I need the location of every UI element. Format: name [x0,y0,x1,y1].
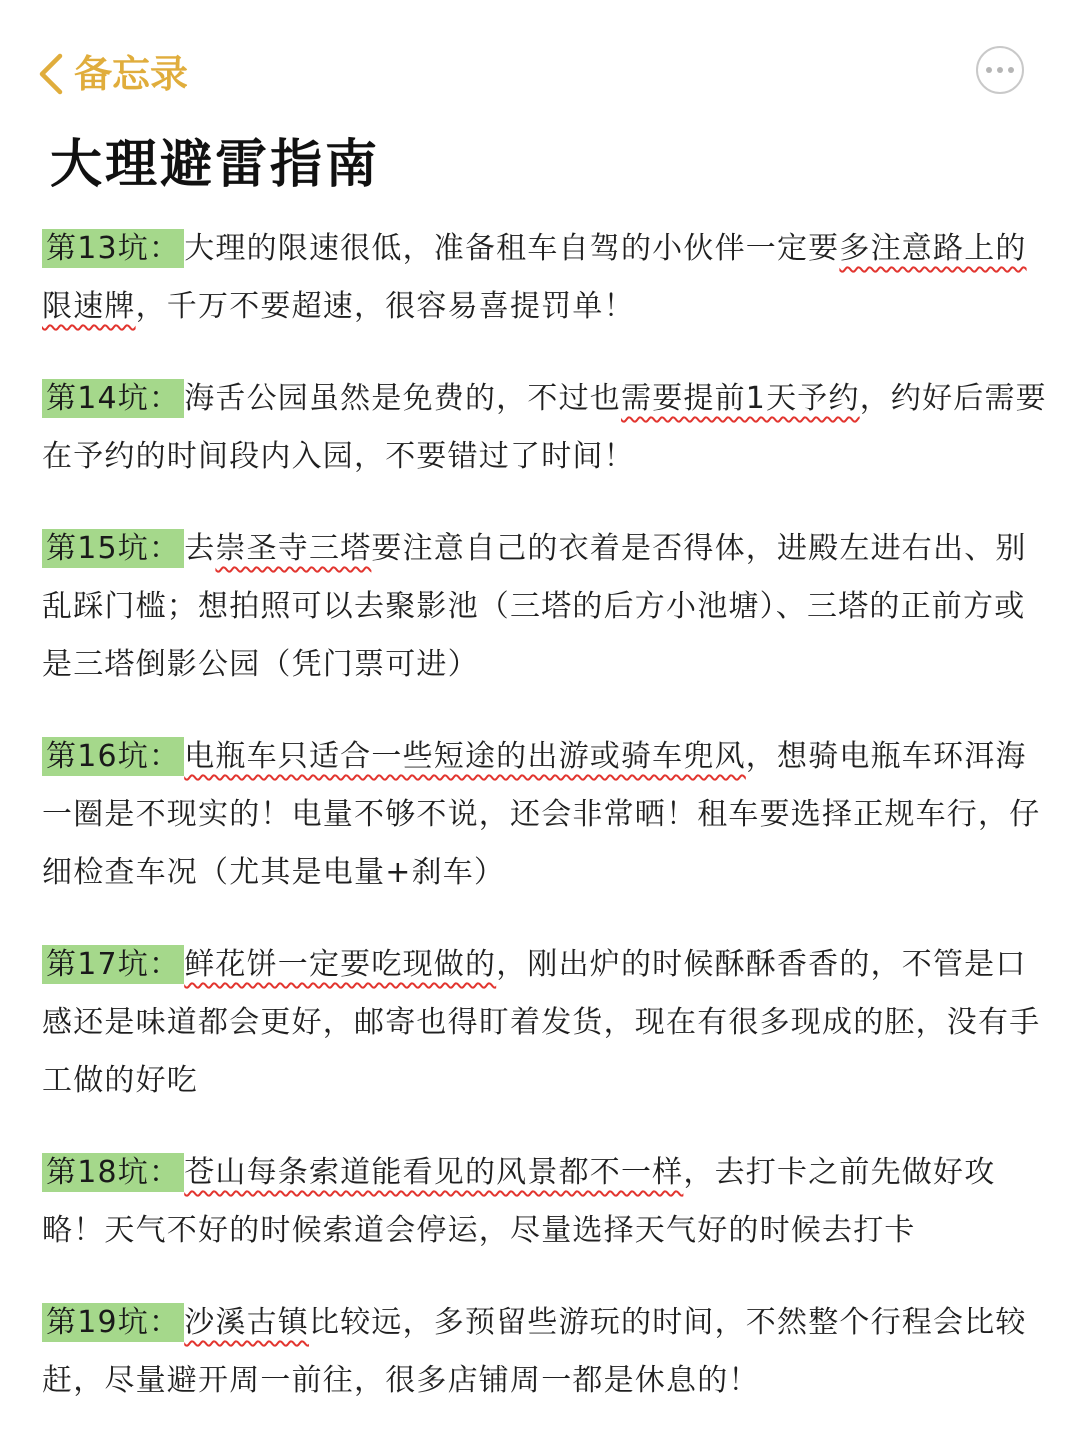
pit-18 [42,1144,1052,1260]
note-body[interactable] [42,220,1052,1410]
ellipsis-dot [997,67,1003,73]
pit-tag: 第17坑： [42,945,184,984]
pit-tag: 第14坑： [42,379,184,418]
pit-text: ，想骑电瓶车环洱海一圈是不现实的！电量不够不说，还会非常晒！租车要选择正规车行，仔细检查车况（尤其是电量+刹车） [42,739,1041,890]
pit-text: 要注意自己的衣着是否得体，进殿左进右出、别乱踩门槛；想拍照可以去聚影池（三塔的后方小池塘）、三塔的正前方或是三塔倒影公园（凭门票可进） [42,531,1027,682]
pit-tag: 第19坑： [42,1303,184,1342]
back-label: 备忘录 [74,52,189,96]
pit-highlight: 苍山每条索道能看见的风景都不一样 [184,1155,684,1190]
pit-text: 比较远，多预留些游玩的时间，不然整个行程会比较赶，尽量避开周一前往，很多店铺周一都是休息的！ [42,1305,1027,1398]
pit-16 [42,728,1052,902]
pit-13 [42,220,1052,336]
pit-text: 去 [184,531,216,566]
pit-text: ，约好后需要在予约的时间段内入园，不要错过了时间！ [42,381,1047,474]
pit-tag: 第15坑： [42,529,184,568]
ellipsis-circle-icon [986,67,992,73]
pit-text: ，刚出炉的时候酥酥香香的，不管是口感还是味道都会更好，邮寄也得盯着发货，现在有很多现成的胚，没有手工做的好吃 [42,947,1041,1098]
pit-highlight: 电瓶车只适合一些短途的出游或骑车兜风 [184,739,746,774]
pit-tag: 第18坑： [42,1153,184,1192]
pit-highlight: 需要提前1天予约 [621,381,860,416]
chevron-left-icon [36,52,66,96]
more-options-button[interactable] [976,46,1024,94]
pit-text: 大理的限速很低，准备租车自驾的小伙伴一定要 [184,231,840,266]
pit-text: ，去打卡之前先做好攻略！天气不好的时候索道会停运，尽量选择天气好的时候去打卡 [42,1155,996,1248]
pit-14 [42,370,1052,486]
pit-17 [42,936,1052,1110]
pit-tag: 第16坑： [42,737,184,776]
pit-19 [42,1294,1052,1410]
pit-highlight: 沙溪古镇 [184,1305,309,1340]
pit-highlight: 多注意路上的限速牌 [42,231,1027,324]
pit-tag: 第13坑： [42,229,184,268]
pit-text: 海舌公园虽然是免费的，不过也 [184,381,621,416]
back-button[interactable] [36,46,188,102]
top-bar [0,0,1080,130]
pit-highlight: 崇圣寺三塔 [215,531,372,566]
pit-15 [42,520,1052,694]
pit-text: ，千万不要超速，很容易喜提罚单！ [135,289,635,324]
ellipsis-dot [1008,67,1014,73]
pit-highlight: 鲜花饼一定要吃现做的 [184,947,497,982]
note-title: 大理避雷指南 [50,135,381,195]
